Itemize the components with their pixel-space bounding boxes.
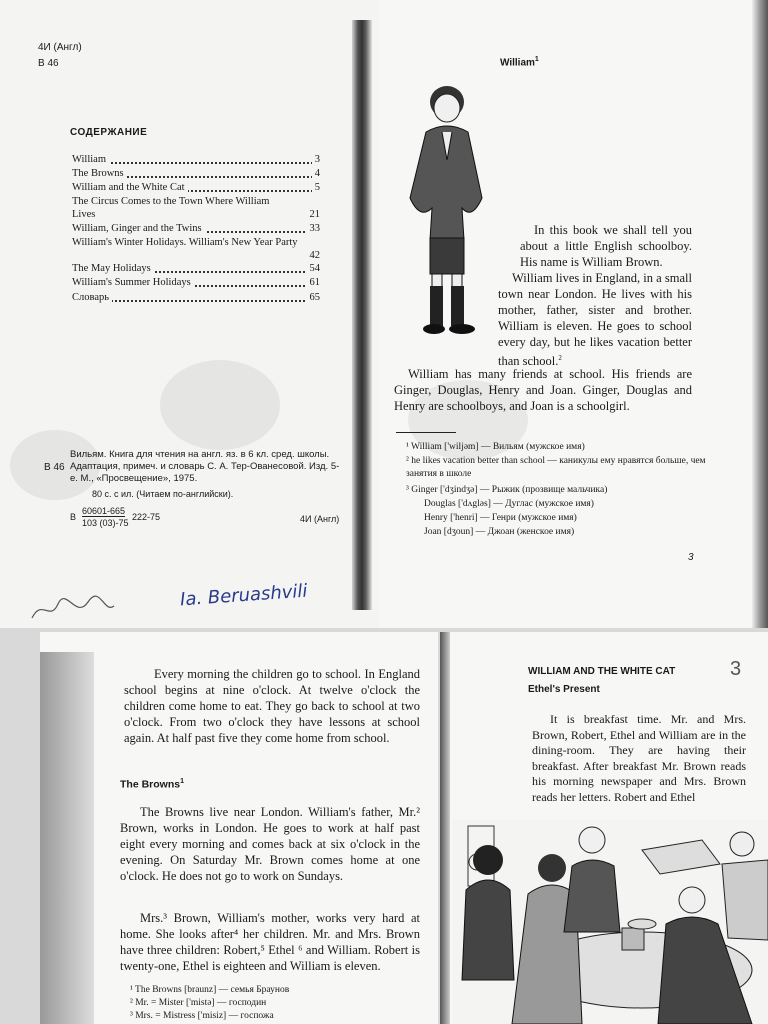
footnote: ³ Mrs. = Mistress ['misiz] — госпожа (130, 1011, 274, 1021)
toc-entry: William, Ginger and the Twins 33 (72, 223, 320, 234)
chapter-subtitle: Ethel's Present (528, 684, 600, 695)
chapter-title: WILLIAM AND THE WHITE CAT (528, 666, 676, 677)
toc-page (0, 0, 378, 628)
page-shadow (40, 652, 94, 1024)
william-page (378, 0, 768, 628)
footnote: Douglas ['dʌgləs] — Дуглас (мужское имя) (424, 499, 594, 509)
toc-heading: СОДЕРЖАНИЕ (70, 127, 148, 138)
white-cat-page (440, 632, 768, 1024)
page-number: 3 (688, 552, 694, 563)
footnote: ² he likes vacation better than school — каникулы ему нравятся больше, чем занятия в школе (406, 456, 706, 479)
toc-entry: The Circus Comes to the Town Where William Lives 21 (72, 196, 320, 220)
toc-entry: The May Holidays 54 (72, 263, 320, 274)
page-title: William$^1$ (500, 56, 539, 69)
breakfast-illustration (452, 820, 768, 1024)
page-gutter (440, 632, 450, 1024)
index-right-code: 4И (Англ) (300, 514, 340, 524)
handwritten-signature: Ia. Beruashvili (179, 580, 309, 611)
paragraph: Every morning the children go to school. In England school begins at nine o'clock. At twelve o'clock the children come home to eat. They go back to school at two o'clock. From two o'clock they have lessons at school again. At half past five they come home from school. (124, 667, 420, 745)
paragraph: It is breakfast time. Mr. and Mrs. Brown, Robert, Ethel and William are in the dining-room. They are having their breakfast. After breakfast Mr. Brown reads his morning newspaper and Mrs. Brown reads her letters. Robert and Ethel (532, 712, 746, 804)
index-b: В (70, 512, 77, 522)
toc-entry: William's Winter Holidays. William's New Year Party 42 (72, 237, 320, 261)
index-code: 222-75 (132, 512, 161, 522)
footnote: ¹ William ['wiljəm] — Вильям (мужское имя) (406, 442, 585, 452)
paragraph: Mrs.³ Brown, William's mother, works very hard at home. She looks after⁴ her children. Mr. and Mrs. Brown have three children: Robert,⁵ Ethel ⁶ and William. Robert is twenty-one, Ethel is eighteen and William is eleven. (120, 911, 420, 973)
footnote-rule (396, 432, 456, 433)
footnote: ² Mr. = Mister ['mistə] — господин (130, 998, 267, 1008)
toc-entry: William's Summer Holidays 61 (72, 277, 320, 288)
toc-entry: William 3 (72, 154, 320, 165)
biblio-description: Вильям. Книга для чтения на англ. яз. в 6 кл. сред. школы. Адаптация, примеч. и словарь С. А. Тер-Ованесовой. Изд. 5-е. М., «Просвещение», 1975. (70, 449, 340, 484)
footnote: Joan [dʒoun] — Джоан (женское имя) (424, 527, 575, 537)
page-edge (752, 0, 768, 628)
paragraph: William lives in England, in a small town near London. He lives with his mother, father, sister and brother. William is eleven. He goes to school every day, but he likes vacation better than school.$^2$ (498, 271, 692, 369)
paragraph: William has many friends at school. His friends are Ginger, Douglas, Henry and Joan. Ginger, Douglas and Henry are schoolboys, and Joan is a schoolgirl. (394, 367, 692, 413)
schoolboy-illustration (392, 80, 502, 338)
browns-page (40, 632, 438, 1024)
toc-entry: Словарь 65 (72, 292, 320, 303)
toc-entry: The Browns 4 (72, 168, 320, 179)
book-gutter (352, 20, 372, 610)
footnote: ¹ The Browns [braunz] — семья Браунов (130, 985, 290, 995)
footnote: Henry ['henri] — Генри (мужское имя) (424, 513, 577, 523)
index-numerator: 60601-665 (82, 506, 126, 516)
paragraph: In this book we shall tell you about a little English schoolboy. His name is William Brown. (520, 223, 692, 269)
pencil-page-note: 3 (730, 658, 742, 680)
pen-scribble (28, 592, 118, 626)
catalog-code: В 46 (38, 58, 59, 69)
biblio-code: В 46 (44, 462, 65, 473)
library-code: 4И (Англ) (38, 42, 82, 53)
biblio-sub: 80 с. с ил. (Читаем по-английски). (92, 489, 234, 499)
footnote: ³ Ginger ['dʒindʒə] — Рыжик (прозвище мальчика) (406, 485, 608, 495)
paragraph: The Browns live near London. William's father, Mr.² Brown, works in London. He goes to work at half past eight every morning and comes back at six o'clock in the evening. On Saturday Mr. Brown comes home at one o'clock. He does not go to work on Sundays. (120, 805, 420, 883)
toc-entry: William and the White Cat 5 (72, 182, 320, 193)
index-denominator: 103 (03)-75 (82, 518, 129, 528)
section-heading: The Browns$^1$ (120, 778, 184, 791)
